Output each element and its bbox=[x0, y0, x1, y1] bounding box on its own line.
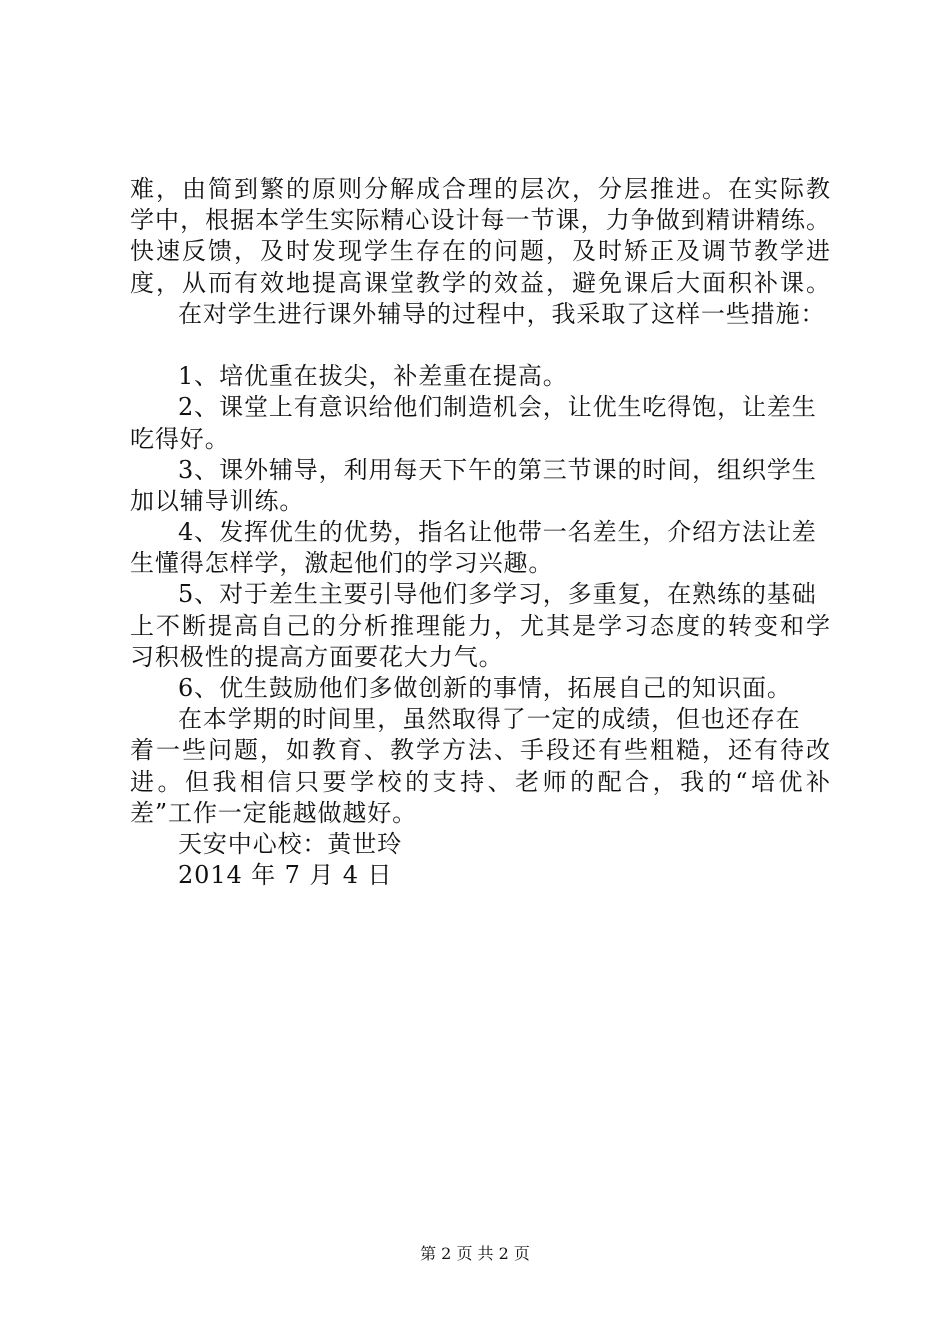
page-footer: 第 2 页 共 2 页 bbox=[420, 1244, 530, 1263]
text-line: 在本学期的时间里，虽然取得了一定的成绩，但也还存在 bbox=[178, 705, 801, 734]
blank-line bbox=[130, 330, 830, 361]
signature-name: 天安中心校：黄世玲 bbox=[178, 829, 403, 858]
text-line: 加以辅导训练。 bbox=[130, 486, 305, 515]
list-item-3: 3、课外辅导，利用每天下午的第三节课的时间，组织学生 bbox=[178, 455, 817, 484]
text-line: 生懂得怎样学，激起他们的学习兴趣。 bbox=[130, 549, 554, 578]
list-item-5: 5、对于差生主要引导他们多学习，多重复，在熟练的基础 bbox=[178, 580, 817, 609]
text-line: 上不断提高自己的分析推理能力，尤其是学习态度的转变和学 bbox=[130, 611, 830, 640]
text-line: 习积极性的提高方面要花大力气。 bbox=[130, 642, 504, 671]
text-line: 吃得好。 bbox=[130, 424, 230, 453]
list-item-6: 6、优生鼓励他们多做创新的事情，拓展自己的知识面。 bbox=[178, 674, 792, 702]
text-line: 学中，根据本学生实际精心设计每一节课，力争做到精讲精练。 bbox=[130, 206, 830, 235]
text-line: 度，从而有效地提高课堂教学的效益，避免课后大面积补课。 bbox=[130, 268, 830, 297]
list-item-2: 2、课堂上有意识给他们制造机会，让优生吃得饱，让差生 bbox=[178, 393, 817, 422]
text-line: 快速反馈，及时发现学生存在的问题，及时矫正及调节教学进 bbox=[130, 237, 830, 266]
text-line: 着一些问题，如教育、教学方法、手段还有些粗糙，还有待改 bbox=[130, 736, 830, 765]
list-item-1: 1、培优重在拔尖，补差重在提高。 bbox=[178, 362, 568, 391]
text-line: 难，由简到繁的原则分解成合理的层次，分层推进。在实际教 bbox=[130, 175, 830, 203]
text-line: 在对学生进行课外辅导的过程中，我采取了这样一些措施： bbox=[178, 299, 826, 328]
document-body bbox=[130, 174, 830, 891]
list-item-4: 4、发挥优生的优势，指名让他带一名差生，介绍方法让差 bbox=[178, 518, 817, 547]
text-line: 进。但我相信只要学校的支持、老师的配合，我的“培优补 bbox=[130, 767, 830, 796]
signature-date: 2014 年 7 月 4 日 bbox=[178, 861, 393, 890]
text-line: 差”工作一定能越做越好。 bbox=[130, 798, 418, 827]
